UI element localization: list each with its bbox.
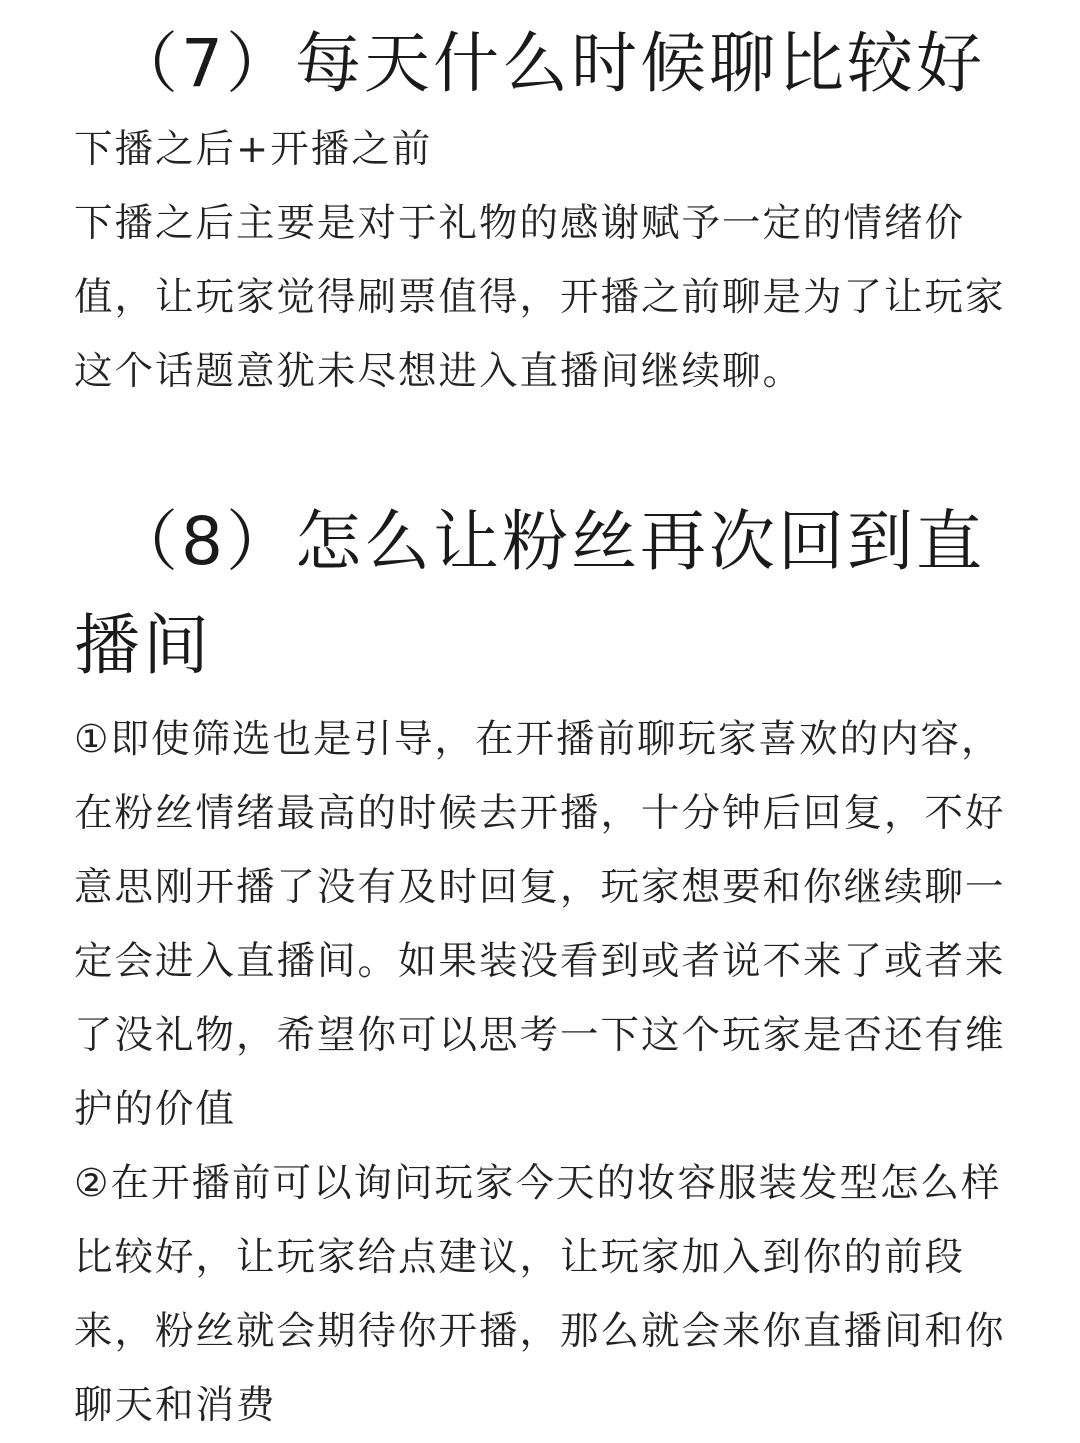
section-8-heading xyxy=(74,490,985,698)
section-8-point-1: ①即使筛选也是引导，在开播前聊玩家喜欢的内容，在粉丝情绪最高的时候去开播，十分钟后回复，不好意思刚开播了没有及时回复，玩家想要和你继续聊一定会进入直播间。如果装没看到或者说不来了或者来了没礼物，希望你可以思考一下这个玩家是否还有维护的价值 xyxy=(74,717,1006,1132)
section-8-heading-line2: 播间 xyxy=(74,607,212,684)
section-8-heading-line1: （8）怎么让粉丝再次回到直 xyxy=(112,503,985,580)
section-7-heading: （7）每天什么时候聊比较好 xyxy=(112,25,985,102)
section-7-body: 下播之后主要是对于礼物的感谢赋予一定的情绪价值，让玩家觉得刷票值得，开播之前聊是为了让玩家这个话题意犹未尽想进入直播间继续聊。 xyxy=(74,201,1006,394)
section-8-point-2: ②在开播前可以询问玩家今天的妆容服装发型怎么样比较好，让玩家给点建议，让玩家加入到你的前段来，粉丝就会期待你开播，那么就会来你直播间和你聊天和消费 xyxy=(74,1161,1006,1428)
section-7-subtitle: 下播之后+开播之前 xyxy=(74,127,433,172)
